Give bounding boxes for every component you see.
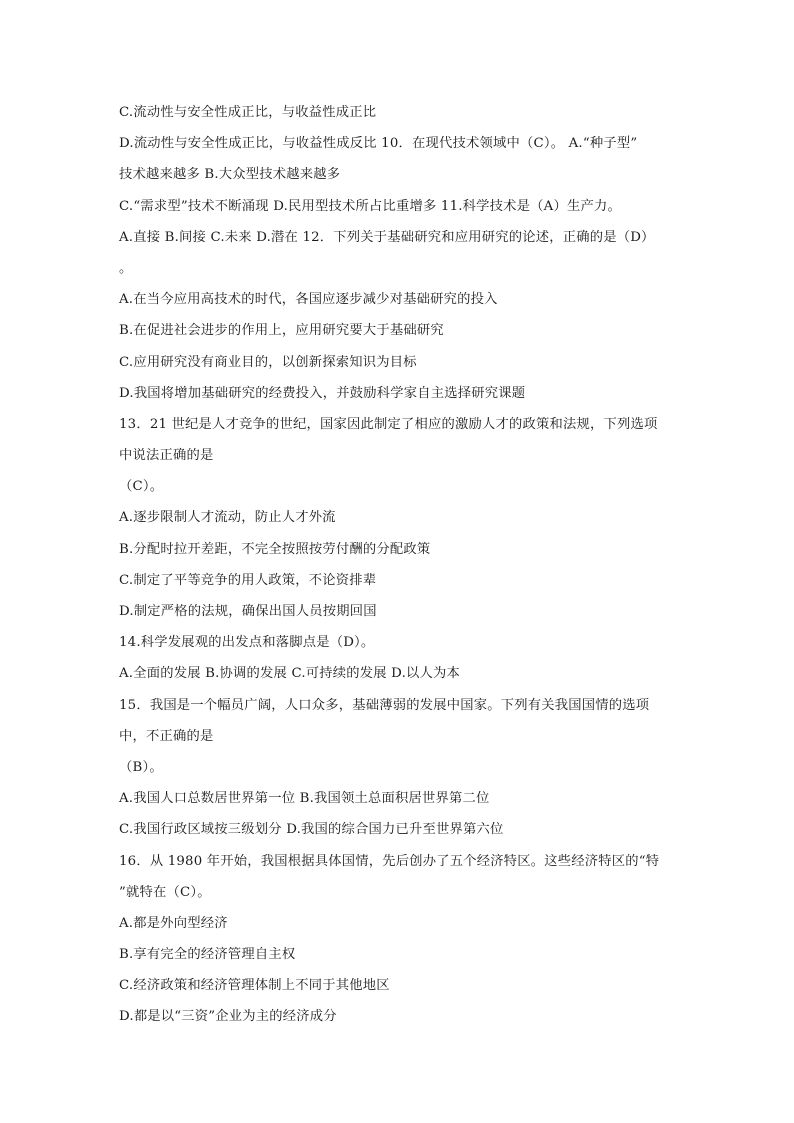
text-line: A.直接 B.间接 C.未来 D.潜在 12．下列关于基础研究和应用研究的论述，正确的是（D） (119, 229, 655, 245)
text-line: ”就特在（C）。 (119, 884, 211, 900)
text-line: C.流动性与安全性成正比，与收益性成正比 (119, 105, 377, 120)
text-line: 。 (119, 260, 133, 276)
text-line: A.在当今应用高技术的时代，各国应逐步减少对基础研究的投入 (119, 292, 498, 308)
text-line: C.经济政策和经济管理体制上不同于其他地区 (119, 978, 390, 994)
text-line: A.全面的发展 B.协调的发展 C.可持续的发展 D.以人为本 (119, 666, 460, 682)
text-line: B.分配时拉开差距，不完全按照按劳付酬的分配政策 (119, 541, 431, 557)
text-line: D.流动性与安全性成正比，与收益性成反比 10．在现代技术领域中（C）。 A.“种子型” (119, 136, 638, 152)
text-line: 中说法正确的是 (119, 448, 214, 464)
text-line: C.我国行政区域按三级划分 D.我国的综合国力已升至世界第六位 (119, 822, 504, 838)
text-line: B.享有完全的经济管理自主权 (119, 947, 296, 963)
text-line: C.应用研究没有商业目的，以创新探索知识为目标 (119, 354, 417, 370)
text-line: （C）。 (119, 479, 164, 495)
text-line: 14.科学发展观的出发点和落脚点是（D）。 (119, 635, 375, 651)
text-line: （B）。 (119, 759, 163, 775)
document-body (119, 100, 679, 1036)
text-line: C.“需求型”技术不断涌现 D.民用型技术所占比重增多 11.科学技术是（A）生产力。 (119, 198, 621, 214)
text-line: A.都是外向型经济 (119, 915, 228, 931)
text-line: 15．我国是一个幅员广阔，人口众多，基础薄弱的发展中国家。下列有关我国国情的选项 (119, 697, 650, 713)
text-line: A.逐步限制人才流动，防止人才外流 (119, 510, 336, 526)
text-line: D.制定严格的法规，确保出国人员按期回国 (119, 604, 377, 619)
text-line: C.制定了平等竞争的用人政策，不论资排辈 (119, 572, 377, 588)
text-line: A.我国人口总数居世界第一位 B.我国领土总面积居世界第二位 (119, 791, 490, 807)
text-line: B.在促进社会进步的作用上，应用研究要大于基础研究 (119, 323, 444, 339)
text-line: 技术越来越多 B.大众型技术越来越多 (119, 167, 341, 183)
text-line: D.我国将增加基础研究的经费投入，并鼓励科学家自主选择研究课题 (119, 385, 526, 401)
text-line: 16．从 1980 年开始，我国根据具体国情，先后创办了五个经济特区。这些经济特区的“特 (119, 853, 660, 869)
text-line: D.都是以“三资”企业为主的经济成分 (119, 1009, 337, 1025)
text-line: 中，不正确的是 (119, 728, 214, 744)
text-line: 13．21 世纪是人才竞争的世纪，国家因此制定了相应的激励人才的政策和法规，下列选项 (119, 416, 658, 432)
